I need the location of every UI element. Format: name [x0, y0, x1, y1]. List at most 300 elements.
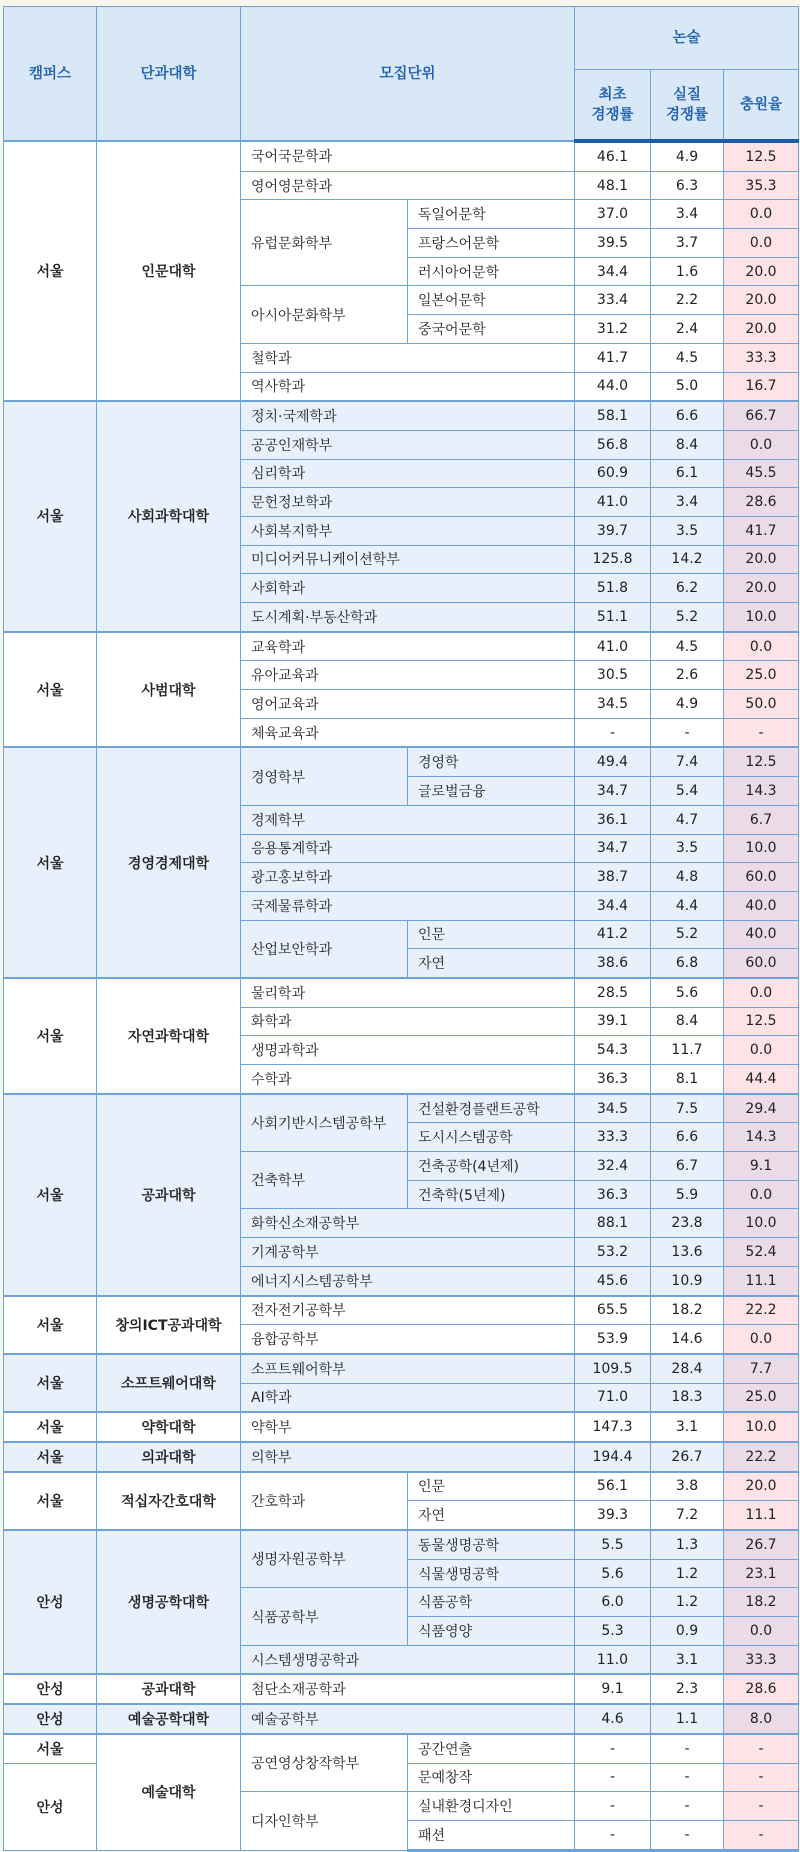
- unit-cell: 아시아문화학부: [241, 286, 408, 343]
- unit-cell: 유럽문화학부: [241, 200, 408, 286]
- college-cell: 예술공학대학: [97, 1704, 241, 1734]
- campus-cell: 서울: [4, 978, 97, 1094]
- actual-rate-cell: 1.2: [651, 1559, 724, 1588]
- college-cell: 인문대학: [97, 141, 241, 401]
- fill-rate-cell: 10.0: [724, 834, 799, 863]
- first-rate-cell: 34.4: [575, 891, 651, 920]
- actual-rate-cell: 8.4: [651, 1007, 724, 1036]
- table-row: [4, 1442, 799, 1472]
- fill-rate-cell: 29.4: [724, 1094, 799, 1123]
- table-body: [4, 141, 799, 1850]
- first-rate-cell: 36.3: [575, 1065, 651, 1094]
- unit-cell: 교육학과: [241, 632, 575, 661]
- fill-rate-cell: -: [724, 718, 799, 747]
- actual-rate-cell: 2.3: [651, 1674, 724, 1704]
- actual-rate-cell: 4.9: [651, 690, 724, 719]
- fill-rate-cell: 9.1: [724, 1152, 799, 1181]
- college-cell: 예술대학: [97, 1734, 241, 1850]
- fill-rate-cell: 28.6: [724, 1674, 799, 1704]
- first-rate-cell: 36.1: [575, 805, 651, 834]
- actual-rate-cell: 14.2: [651, 545, 724, 574]
- fill-rate-cell: 12.5: [724, 747, 799, 776]
- fill-rate-cell: 12.5: [724, 141, 799, 171]
- college-cell: 사회과학대학: [97, 401, 241, 632]
- college-cell: 적십자간호대학: [97, 1472, 241, 1530]
- actual-rate-cell: 8.1: [651, 1065, 724, 1094]
- first-rate-cell: 33.4: [575, 286, 651, 315]
- actual-rate-cell: 3.5: [651, 516, 724, 545]
- first-rate-cell: 54.3: [575, 1036, 651, 1065]
- actual-rate-cell: 3.5: [651, 834, 724, 863]
- college-cell: 약학대학: [97, 1412, 241, 1442]
- first-rate-cell: 49.4: [575, 747, 651, 776]
- actual-rate-cell: 28.4: [651, 1354, 724, 1383]
- unit-cell: 철학과: [241, 343, 575, 372]
- actual-rate-cell: 2.2: [651, 286, 724, 315]
- first-rate-cell: 11.0: [575, 1645, 651, 1674]
- first-rate-cell: -: [575, 1763, 651, 1792]
- first-rate-cell: 39.3: [575, 1501, 651, 1530]
- fill-rate-cell: 6.7: [724, 805, 799, 834]
- unit-cell: 심리학과: [241, 459, 575, 488]
- actual-rate-cell: 3.8: [651, 1472, 724, 1501]
- unit-cell: 사회기반시스템공학부: [241, 1094, 408, 1152]
- campus-cell: 서울: [4, 1296, 97, 1354]
- fill-rate-cell: 40.0: [724, 920, 799, 949]
- campus-cell: 서울: [4, 747, 97, 978]
- header-essay: 논술: [575, 7, 799, 70]
- unit-cell: 역사학과: [241, 372, 575, 401]
- unit-cell: 약학부: [241, 1412, 575, 1442]
- fill-rate-cell: -: [724, 1734, 799, 1763]
- first-rate-cell: 37.0: [575, 200, 651, 229]
- subunit-cell: 인문: [408, 920, 575, 949]
- actual-rate-cell: 1.6: [651, 257, 724, 286]
- unit-cell: 화학신소재공학부: [241, 1209, 575, 1238]
- first-rate-cell: 56.8: [575, 430, 651, 459]
- fill-rate-cell: 0.0: [724, 978, 799, 1007]
- college-cell: 생명공학대학: [97, 1530, 241, 1674]
- actual-rate-cell: 8.4: [651, 430, 724, 459]
- actual-rate-cell: 14.6: [651, 1325, 724, 1354]
- fill-rate-cell: 35.3: [724, 171, 799, 200]
- fill-rate-cell: 33.3: [724, 1645, 799, 1674]
- actual-rate-cell: 4.9: [651, 141, 724, 171]
- fill-rate-cell: 0.0: [724, 1617, 799, 1646]
- fill-rate-cell: 18.2: [724, 1588, 799, 1617]
- table-row: [4, 1704, 799, 1734]
- actual-rate-cell: 18.3: [651, 1383, 724, 1412]
- actual-rate-cell: 3.7: [651, 229, 724, 258]
- unit-cell: 식품공학부: [241, 1588, 408, 1645]
- header-first-rate: 최초 경쟁률: [575, 70, 651, 142]
- actual-rate-cell: 0.9: [651, 1617, 724, 1646]
- fill-rate-cell: 20.0: [724, 1472, 799, 1501]
- table-row: [4, 747, 799, 776]
- first-rate-cell: 41.0: [575, 488, 651, 517]
- fill-rate-cell: 0.0: [724, 430, 799, 459]
- subunit-cell: 식품영양: [408, 1617, 575, 1646]
- unit-cell: 공공인재학부: [241, 430, 575, 459]
- campus-cell: 안성: [4, 1763, 97, 1850]
- fill-rate-cell: 0.0: [724, 200, 799, 229]
- unit-cell: 문헌정보학과: [241, 488, 575, 517]
- first-rate-cell: 31.2: [575, 315, 651, 344]
- campus-cell: 안성: [4, 1704, 97, 1734]
- first-rate-cell: 38.7: [575, 863, 651, 892]
- unit-cell: 디자인학부: [241, 1792, 408, 1850]
- first-rate-cell: 65.5: [575, 1296, 651, 1325]
- actual-rate-cell: 6.2: [651, 574, 724, 603]
- unit-cell: 소프트웨어학부: [241, 1354, 575, 1383]
- unit-cell: 에너지시스템공학부: [241, 1266, 575, 1295]
- first-rate-cell: -: [575, 718, 651, 747]
- actual-rate-cell: 6.1: [651, 459, 724, 488]
- actual-rate-cell: 6.3: [651, 171, 724, 200]
- first-rate-cell: 45.6: [575, 1266, 651, 1295]
- subunit-cell: 동물생명공학: [408, 1530, 575, 1559]
- fill-rate-cell: 10.0: [724, 1209, 799, 1238]
- unit-cell: 의학부: [241, 1442, 575, 1472]
- fill-rate-cell: 0.0: [724, 1180, 799, 1209]
- first-rate-cell: 60.9: [575, 459, 651, 488]
- first-rate-cell: 51.8: [575, 574, 651, 603]
- fill-rate-cell: 60.0: [724, 949, 799, 978]
- actual-rate-cell: -: [651, 718, 724, 747]
- actual-rate-cell: 2.6: [651, 661, 724, 690]
- campus-cell: 서울: [4, 401, 97, 632]
- actual-rate-cell: -: [651, 1763, 724, 1792]
- actual-rate-cell: 7.4: [651, 747, 724, 776]
- unit-cell: 화학과: [241, 1007, 575, 1036]
- actual-rate-cell: 5.2: [651, 920, 724, 949]
- fill-rate-cell: 50.0: [724, 690, 799, 719]
- fill-rate-cell: 66.7: [724, 401, 799, 430]
- unit-cell: 산업보안학과: [241, 920, 408, 978]
- college-cell: 소프트웨어대학: [97, 1354, 241, 1412]
- fill-rate-cell: 7.7: [724, 1354, 799, 1383]
- actual-rate-cell: 23.8: [651, 1209, 724, 1238]
- unit-cell: 예술공학부: [241, 1704, 575, 1734]
- college-cell: 의과대학: [97, 1442, 241, 1472]
- campus-cell: 서울: [4, 632, 97, 748]
- fill-rate-cell: 14.3: [724, 1123, 799, 1152]
- table-row: [4, 1734, 799, 1763]
- subunit-cell: 자연: [408, 949, 575, 978]
- actual-rate-cell: 3.1: [651, 1412, 724, 1442]
- campus-cell: 안성: [4, 1674, 97, 1704]
- actual-rate-cell: 13.6: [651, 1238, 724, 1267]
- actual-rate-cell: 7.2: [651, 1501, 724, 1530]
- first-rate-cell: 147.3: [575, 1412, 651, 1442]
- fill-rate-cell: 45.5: [724, 459, 799, 488]
- fill-rate-cell: 16.7: [724, 372, 799, 401]
- unit-cell: 국제물류학과: [241, 891, 575, 920]
- unit-cell: 수학과: [241, 1065, 575, 1094]
- header-fill-rate: 충원율: [724, 70, 799, 142]
- table-row: [4, 1412, 799, 1442]
- subunit-cell: 건설환경플랜트공학: [408, 1094, 575, 1123]
- actual-rate-cell: -: [651, 1792, 724, 1821]
- actual-rate-cell: 6.6: [651, 401, 724, 430]
- fill-rate-cell: 20.0: [724, 257, 799, 286]
- actual-rate-cell: 3.4: [651, 488, 724, 517]
- first-rate-cell: 44.0: [575, 372, 651, 401]
- college-cell: 사범대학: [97, 632, 241, 748]
- first-rate-cell: 9.1: [575, 1674, 651, 1704]
- unit-cell: 응용통계학과: [241, 834, 575, 863]
- fill-rate-cell: 28.6: [724, 488, 799, 517]
- college-cell: 창의ICT공과대학: [97, 1296, 241, 1354]
- first-rate-cell: 39.5: [575, 229, 651, 258]
- first-rate-cell: 33.3: [575, 1123, 651, 1152]
- actual-rate-cell: 4.4: [651, 891, 724, 920]
- fill-rate-cell: 20.0: [724, 545, 799, 574]
- first-rate-cell: 109.5: [575, 1354, 651, 1383]
- unit-cell: 건축학부: [241, 1152, 408, 1209]
- subunit-cell: 프랑스어문학: [408, 229, 575, 258]
- subunit-cell: 중국어문학: [408, 315, 575, 344]
- table-row: [4, 401, 799, 430]
- fill-rate-cell: 40.0: [724, 891, 799, 920]
- first-rate-cell: 53.9: [575, 1325, 651, 1354]
- first-rate-cell: 6.0: [575, 1588, 651, 1617]
- fill-rate-cell: 25.0: [724, 661, 799, 690]
- table-row: [4, 1296, 799, 1325]
- first-rate-cell: -: [575, 1734, 651, 1763]
- actual-rate-cell: 3.1: [651, 1645, 724, 1674]
- actual-rate-cell: 26.7: [651, 1442, 724, 1472]
- fill-rate-cell: 22.2: [724, 1296, 799, 1325]
- table-row: [4, 632, 799, 661]
- first-rate-cell: 39.7: [575, 516, 651, 545]
- unit-cell: AI학과: [241, 1383, 575, 1412]
- actual-rate-cell: 4.5: [651, 343, 724, 372]
- first-rate-cell: 194.4: [575, 1442, 651, 1472]
- unit-cell: 물리학과: [241, 978, 575, 1007]
- first-rate-cell: 41.7: [575, 343, 651, 372]
- fill-rate-cell: 0.0: [724, 1036, 799, 1065]
- campus-cell: 서울: [4, 1734, 97, 1763]
- unit-cell: 기계공학부: [241, 1238, 575, 1267]
- fill-rate-cell: 0.0: [724, 229, 799, 258]
- unit-cell: 융합공학부: [241, 1325, 575, 1354]
- fill-rate-cell: 41.7: [724, 516, 799, 545]
- unit-cell: 도시계획·부동산학과: [241, 603, 575, 632]
- header-unit: 모집단위: [241, 7, 575, 142]
- unit-cell: 유아교육과: [241, 661, 575, 690]
- table-row: [4, 1094, 799, 1123]
- college-cell: 자연과학대학: [97, 978, 241, 1094]
- subunit-cell: 자연: [408, 1501, 575, 1530]
- first-rate-cell: 88.1: [575, 1209, 651, 1238]
- subunit-cell: 인문: [408, 1472, 575, 1501]
- college-cell: 경영경제대학: [97, 747, 241, 978]
- campus-cell: 서울: [4, 1354, 97, 1412]
- unit-cell: 체육교육과: [241, 718, 575, 747]
- fill-rate-cell: 20.0: [724, 286, 799, 315]
- subunit-cell: 도시시스템공학: [408, 1123, 575, 1152]
- actual-rate-cell: 4.8: [651, 863, 724, 892]
- unit-cell: 영어교육과: [241, 690, 575, 719]
- fill-rate-cell: 60.0: [724, 863, 799, 892]
- actual-rate-cell: 5.9: [651, 1180, 724, 1209]
- actual-rate-cell: -: [651, 1734, 724, 1763]
- first-rate-cell: 5.5: [575, 1530, 651, 1559]
- subunit-cell: 러시아어문학: [408, 257, 575, 286]
- fill-rate-cell: 0.0: [724, 632, 799, 661]
- first-rate-cell: 34.7: [575, 777, 651, 806]
- first-rate-cell: 5.3: [575, 1617, 651, 1646]
- first-rate-cell: 30.5: [575, 661, 651, 690]
- first-rate-cell: 53.2: [575, 1238, 651, 1267]
- actual-rate-cell: 5.4: [651, 777, 724, 806]
- actual-rate-cell: 6.8: [651, 949, 724, 978]
- fill-rate-cell: 20.0: [724, 315, 799, 344]
- first-rate-cell: 39.1: [575, 1007, 651, 1036]
- fill-rate-cell: -: [724, 1763, 799, 1792]
- unit-cell: 정치·국제학과: [241, 401, 575, 430]
- admission-results-table: [3, 6, 799, 1852]
- actual-rate-cell: 1.3: [651, 1530, 724, 1559]
- fill-rate-cell: 11.1: [724, 1501, 799, 1530]
- subunit-cell: 문예창작: [408, 1763, 575, 1792]
- subunit-cell: 글로벌금융: [408, 777, 575, 806]
- first-rate-cell: 58.1: [575, 401, 651, 430]
- fill-rate-cell: -: [724, 1792, 799, 1821]
- first-rate-cell: 34.4: [575, 257, 651, 286]
- actual-rate-cell: 10.9: [651, 1266, 724, 1295]
- fill-rate-cell: 44.4: [724, 1065, 799, 1094]
- unit-cell: 사회학과: [241, 574, 575, 603]
- subunit-cell: 패션: [408, 1820, 575, 1850]
- unit-cell: 공연영상창작학부: [241, 1734, 408, 1792]
- header-actual-rate: 실질 경쟁률: [651, 70, 724, 142]
- fill-rate-cell: 20.0: [724, 574, 799, 603]
- table-row: [4, 1674, 799, 1704]
- fill-rate-cell: 52.4: [724, 1238, 799, 1267]
- unit-cell: 생명과학과: [241, 1036, 575, 1065]
- actual-rate-cell: 4.7: [651, 805, 724, 834]
- subunit-cell: 공간연출: [408, 1734, 575, 1763]
- fill-rate-cell: 26.7: [724, 1530, 799, 1559]
- subunit-cell: 식품공학: [408, 1588, 575, 1617]
- first-rate-cell: 125.8: [575, 545, 651, 574]
- first-rate-cell: 34.5: [575, 1094, 651, 1123]
- unit-cell: 간호학과: [241, 1472, 408, 1530]
- fill-rate-cell: 14.3: [724, 777, 799, 806]
- actual-rate-cell: 5.2: [651, 603, 724, 632]
- subunit-cell: 건축공학(4년제): [408, 1152, 575, 1181]
- fill-rate-cell: 8.0: [724, 1704, 799, 1734]
- actual-rate-cell: 3.4: [651, 200, 724, 229]
- subunit-cell: 건축학(5년제): [408, 1180, 575, 1209]
- fill-rate-cell: 33.3: [724, 343, 799, 372]
- unit-cell: 경제학부: [241, 805, 575, 834]
- header-college: 단과대학: [97, 7, 241, 142]
- fill-rate-cell: 10.0: [724, 1412, 799, 1442]
- actual-rate-cell: 1.1: [651, 1704, 724, 1734]
- first-rate-cell: -: [575, 1792, 651, 1821]
- actual-rate-cell: 1.2: [651, 1588, 724, 1617]
- first-rate-cell: 4.6: [575, 1704, 651, 1734]
- actual-rate-cell: 18.2: [651, 1296, 724, 1325]
- subunit-cell: 실내환경디자인: [408, 1792, 575, 1821]
- first-rate-cell: 48.1: [575, 171, 651, 200]
- first-rate-cell: 32.4: [575, 1152, 651, 1181]
- actual-rate-cell: 6.6: [651, 1123, 724, 1152]
- first-rate-cell: 51.1: [575, 603, 651, 632]
- table-row: [4, 1472, 799, 1501]
- unit-cell: 경영학부: [241, 747, 408, 805]
- actual-rate-cell: 5.0: [651, 372, 724, 401]
- unit-cell: 첨단소재공학과: [241, 1674, 575, 1704]
- table-row: [4, 978, 799, 1007]
- first-rate-cell: 34.5: [575, 690, 651, 719]
- subunit-cell: 경영학: [408, 747, 575, 776]
- campus-cell: 서울: [4, 1412, 97, 1442]
- fill-rate-cell: 10.0: [724, 603, 799, 632]
- subunit-cell: 일본어문학: [408, 286, 575, 315]
- table-row: [4, 141, 799, 171]
- fill-rate-cell: 25.0: [724, 1383, 799, 1412]
- campus-cell: 서울: [4, 1094, 97, 1296]
- unit-cell: 시스템생명공학과: [241, 1645, 575, 1674]
- first-rate-cell: 71.0: [575, 1383, 651, 1412]
- first-rate-cell: 46.1: [575, 141, 651, 171]
- fill-rate-cell: 23.1: [724, 1559, 799, 1588]
- fill-rate-cell: 22.2: [724, 1442, 799, 1472]
- fill-rate-cell: 0.0: [724, 1325, 799, 1354]
- unit-cell: 국어국문학과: [241, 141, 575, 171]
- table-row: [4, 1354, 799, 1383]
- subunit-cell: 독일어문학: [408, 200, 575, 229]
- unit-cell: 전자전기공학부: [241, 1296, 575, 1325]
- unit-cell: 사회복지학부: [241, 516, 575, 545]
- campus-cell: 서울: [4, 141, 97, 401]
- campus-cell: 서울: [4, 1472, 97, 1530]
- subunit-cell: 식물생명공학: [408, 1559, 575, 1588]
- actual-rate-cell: 5.6: [651, 978, 724, 1007]
- first-rate-cell: 5.6: [575, 1559, 651, 1588]
- first-rate-cell: 34.7: [575, 834, 651, 863]
- actual-rate-cell: 6.7: [651, 1152, 724, 1181]
- actual-rate-cell: 4.5: [651, 632, 724, 661]
- header-campus: 캠퍼스: [4, 7, 97, 142]
- college-cell: 공과대학: [97, 1674, 241, 1704]
- table-row: [4, 1530, 799, 1559]
- first-rate-cell: 41.0: [575, 632, 651, 661]
- first-rate-cell: 38.6: [575, 949, 651, 978]
- first-rate-cell: 41.2: [575, 920, 651, 949]
- unit-cell: 미디어커뮤니케이션학부: [241, 545, 575, 574]
- fill-rate-cell: 11.1: [724, 1266, 799, 1295]
- college-cell: 공과대학: [97, 1094, 241, 1296]
- actual-rate-cell: -: [651, 1820, 724, 1850]
- campus-cell: 안성: [4, 1530, 97, 1674]
- first-rate-cell: 28.5: [575, 978, 651, 1007]
- unit-cell: 영어영문학과: [241, 171, 575, 200]
- first-rate-cell: 56.1: [575, 1472, 651, 1501]
- actual-rate-cell: 11.7: [651, 1036, 724, 1065]
- actual-rate-cell: 7.5: [651, 1094, 724, 1123]
- first-rate-cell: -: [575, 1820, 651, 1850]
- fill-rate-cell: 12.5: [724, 1007, 799, 1036]
- unit-cell: 광고홍보학과: [241, 863, 575, 892]
- unit-cell: 생명자원공학부: [241, 1530, 408, 1588]
- campus-cell: 서울: [4, 1442, 97, 1472]
- fill-rate-cell: -: [724, 1820, 799, 1850]
